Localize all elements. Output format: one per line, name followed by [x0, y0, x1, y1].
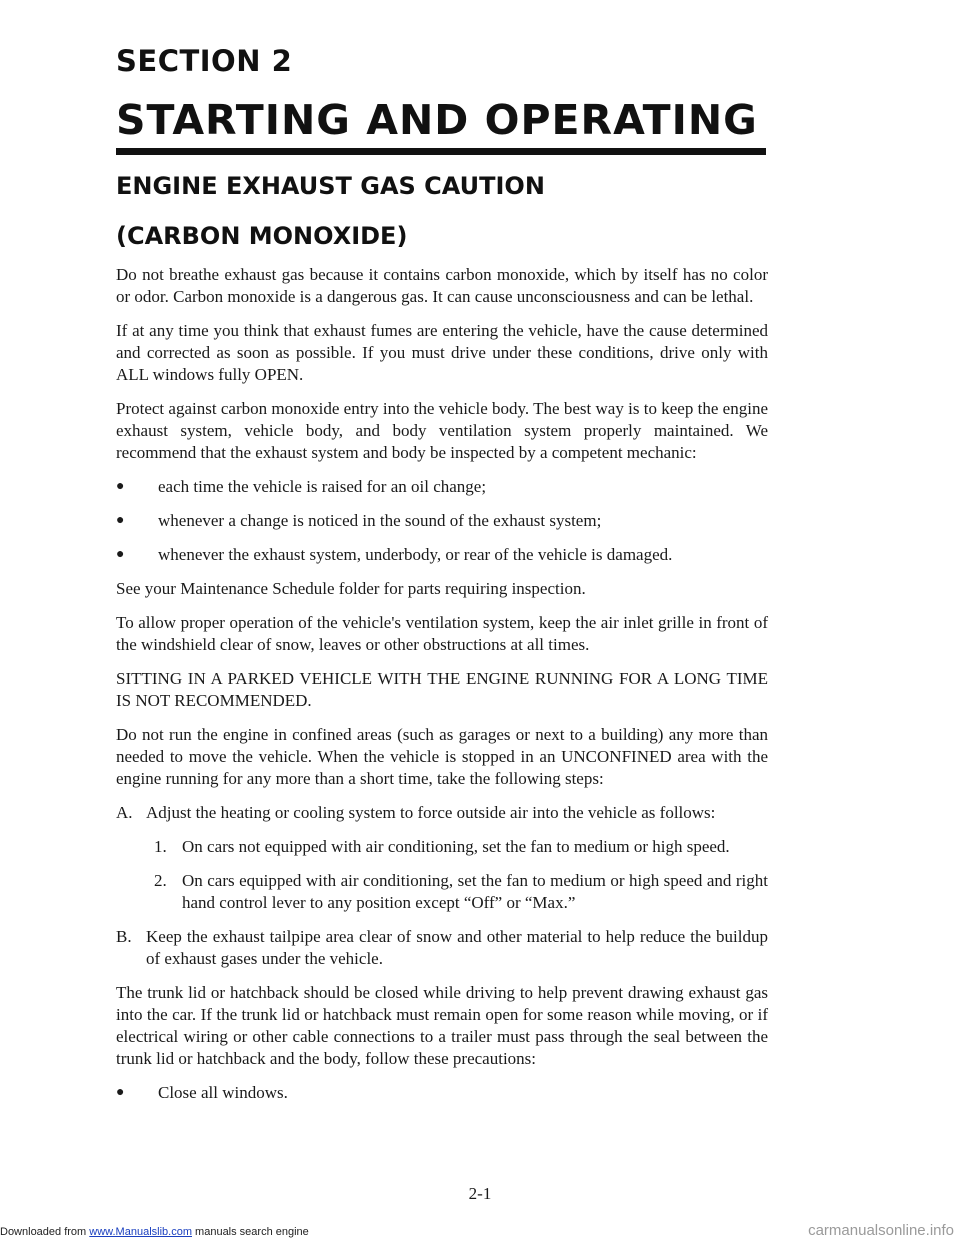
bullet-icon: ● [116, 513, 125, 528]
manualslib-link[interactable]: www.Manualslib.com [89, 1226, 192, 1238]
paragraph-schedule: See your Maintenance Schedule folder for parts requiring inspection. [116, 579, 586, 598]
caution-heading-line2: (CARBON MONOXIDE) [116, 222, 408, 250]
body-text [116, 264, 768, 1116]
caution-heading-line1: ENGINE EXHAUST GAS CAUTION [116, 172, 545, 200]
paragraph-ventilation: To allow proper operation of the vehicle's ventilation system, keep the air inlet grille in front of the windshield clear of snow, leaves or other obstructions at all times. [116, 613, 768, 654]
step-text: Keep the exhaust tailpipe area clear of snow and other material to help reduce the buildup of exhaust gases under the vehicle. [146, 927, 768, 968]
step-marker: A. [116, 803, 133, 822]
bullet-text: each time the vehicle is raised for an oil change; [158, 477, 487, 496]
download-footer [0, 1226, 309, 1238]
bullet-text: whenever a change is noticed in the sound of the exhaust system; [158, 511, 602, 530]
section-label: SECTION 2 [116, 44, 293, 78]
substep-marker: 2. [154, 871, 167, 890]
step-marker: B. [116, 927, 132, 946]
site-watermark: carmanualsonline.info [808, 1222, 954, 1239]
list-item [116, 510, 768, 532]
paragraph-protect: Protect against carbon monoxide entry into the vehicle body. The best way is to keep the engine exhaust system, vehicle body, and body ventilation system properly maintained. We recommend that the exhaust system and body be inspected by a competent mechanic: [116, 399, 768, 462]
title-rule [116, 148, 766, 155]
bullet-icon: ● [116, 1085, 125, 1100]
substep-text: On cars equipped with air conditioning, set the fan to medium or high speed and right hand control lever to any position except “Off” or “Max.” [182, 871, 768, 912]
bullet-icon: ● [116, 547, 125, 562]
substep-marker: 1. [154, 837, 167, 856]
bullet-text: Close all windows. [158, 1083, 288, 1102]
substep-2 [154, 870, 768, 914]
list-item [116, 476, 768, 498]
paragraph-trunk: The trunk lid or hatchback should be closed while driving to help prevent drawing exhaust gas into the car. If the trunk lid or hatchback must remain open for some reason while moving, or if electrical wiring or other cable connections to a trailer must pass through the seal between the trunk lid or hatchback and the body, follow these precautions: [116, 983, 768, 1068]
paragraph-co-intro: Do not breathe exhaust gas because it contains carbon monoxide, which by itself has no color or odor. Carbon monoxide is a dangerous gas. It can cause unconsciousness and can be lethal. [116, 265, 768, 306]
bullet-icon: ● [116, 479, 125, 494]
warning-caps: SITTING IN A PARKED VEHICLE WITH THE ENGINE RUNNING FOR A LONG TIME IS NOT RECOMMENDED. [116, 669, 768, 710]
bullet-text: whenever the exhaust system, underbody, or rear of the vehicle is damaged. [158, 545, 673, 564]
list-item [116, 544, 768, 566]
footer-suffix: manuals search engine [195, 1226, 309, 1238]
paragraph-unconfined: Do not run the engine in confined areas (such as garages or next to a building) any more than needed to move the vehicle. When the vehicle is stopped in an UNCONFINED area with the engine running for any more than a short time, take the following steps: [116, 725, 768, 788]
substep-1 [154, 836, 768, 858]
footer-prefix: Downloaded from [0, 1226, 87, 1238]
step-b [116, 926, 768, 970]
step-text: Adjust the heating or cooling system to force outside air into the vehicle as follows: [146, 803, 716, 822]
step-a [116, 802, 768, 824]
page-number: 2-1 [468, 1184, 492, 1203]
page-title: STARTING AND OPERATING [116, 96, 758, 144]
substep-text: On cars not equipped with air conditioning, set the fan to medium or high speed. [182, 837, 730, 856]
paragraph-fumes: If at any time you think that exhaust fumes are entering the vehicle, have the cause determined and corrected as soon as possible. If you must drive under these conditions, drive only with ALL windows fully OPEN. [116, 321, 768, 384]
list-item [116, 1082, 768, 1104]
